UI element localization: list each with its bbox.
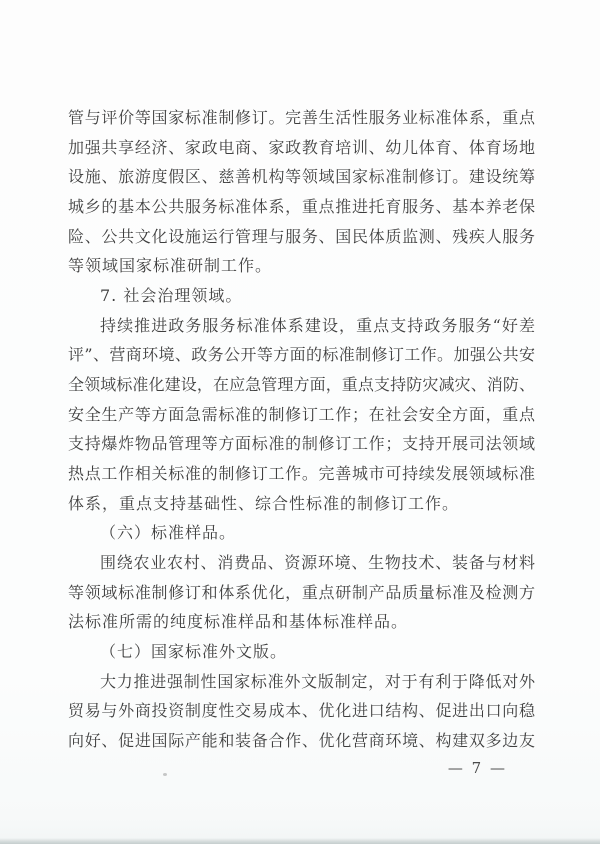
document-line: 围绕农业农村、消费品、资源环境、生物技术、装备与材料 (100, 553, 535, 573)
scan-speck-artifact (163, 773, 167, 776)
document-line: 贸易与外商投资制度性交易成本、优化进口结构、促进出口向稳 (68, 701, 535, 721)
section-heading-six: （六）标准样品。 (100, 523, 237, 543)
document-line: 等领域标准制修订和体系优化，重点研制产品质量标准及检测方 (68, 582, 535, 602)
document-line: 热点工作相关标准的制修订工作。完善城市可持续发展领域标准 (68, 464, 535, 484)
document-line: 支持爆炸物品管理等方面标准的制修订工作；支持开展司法领域 (68, 434, 535, 454)
document-line: 等领域国家标准研制工作。 (68, 256, 273, 276)
document-line: 安全生产等方面急需标准的制修订工作；在社会安全方面，重点 (68, 404, 535, 424)
page-bottom-scan-edge (0, 838, 600, 844)
document-line: 险、公共文化设施运行管理与服务、国民体质监测、残疾人服务 (68, 226, 535, 246)
document-line: 全领域标准化建设，在应急管理方面，重点支持防灾减灾、消防、 (68, 375, 535, 395)
section-heading-seven: （七）国家标准外文版。 (100, 642, 288, 662)
document-line: 持续推进政务服务标准体系建设，重点支持政务服务“好差 (100, 315, 535, 335)
document-line: 体系，重点支持基础性、综合性标准的制修订工作。 (68, 493, 460, 513)
document-line: 加强共享经济、家政电商、家政教育培训、幼儿体育、体育场地 (68, 137, 535, 157)
document-line: 设施、旅游度假区、慈善机构等领域国家标准制修订。建设统筹 (68, 167, 535, 187)
page-number: — 7 — (447, 759, 507, 777)
document-line: 向好、促进国际产能和装备合作、优化营商环境、构建双多边友 (68, 731, 535, 751)
document-line: 法标准所需的纯度标准样品和基体标准样品。 (68, 612, 409, 632)
document-line: 城乡的基本公共服务标准体系，重点推进托育服务、基本养老保 (68, 197, 535, 217)
document-body (68, 103, 535, 756)
section-heading-7: 7. 社会治理领域。 (100, 286, 243, 306)
document-line: 管与评价等国家标准制修订。完善生活性服务业标准体系，重点 (68, 108, 535, 127)
document-line: 评”、营商环境、政务公开等方面的标准制修订工作。加强公共安 (68, 345, 535, 365)
document-line: 大力推进强制性国家标准外文版制定，对于有利于降低对外 (100, 671, 535, 691)
